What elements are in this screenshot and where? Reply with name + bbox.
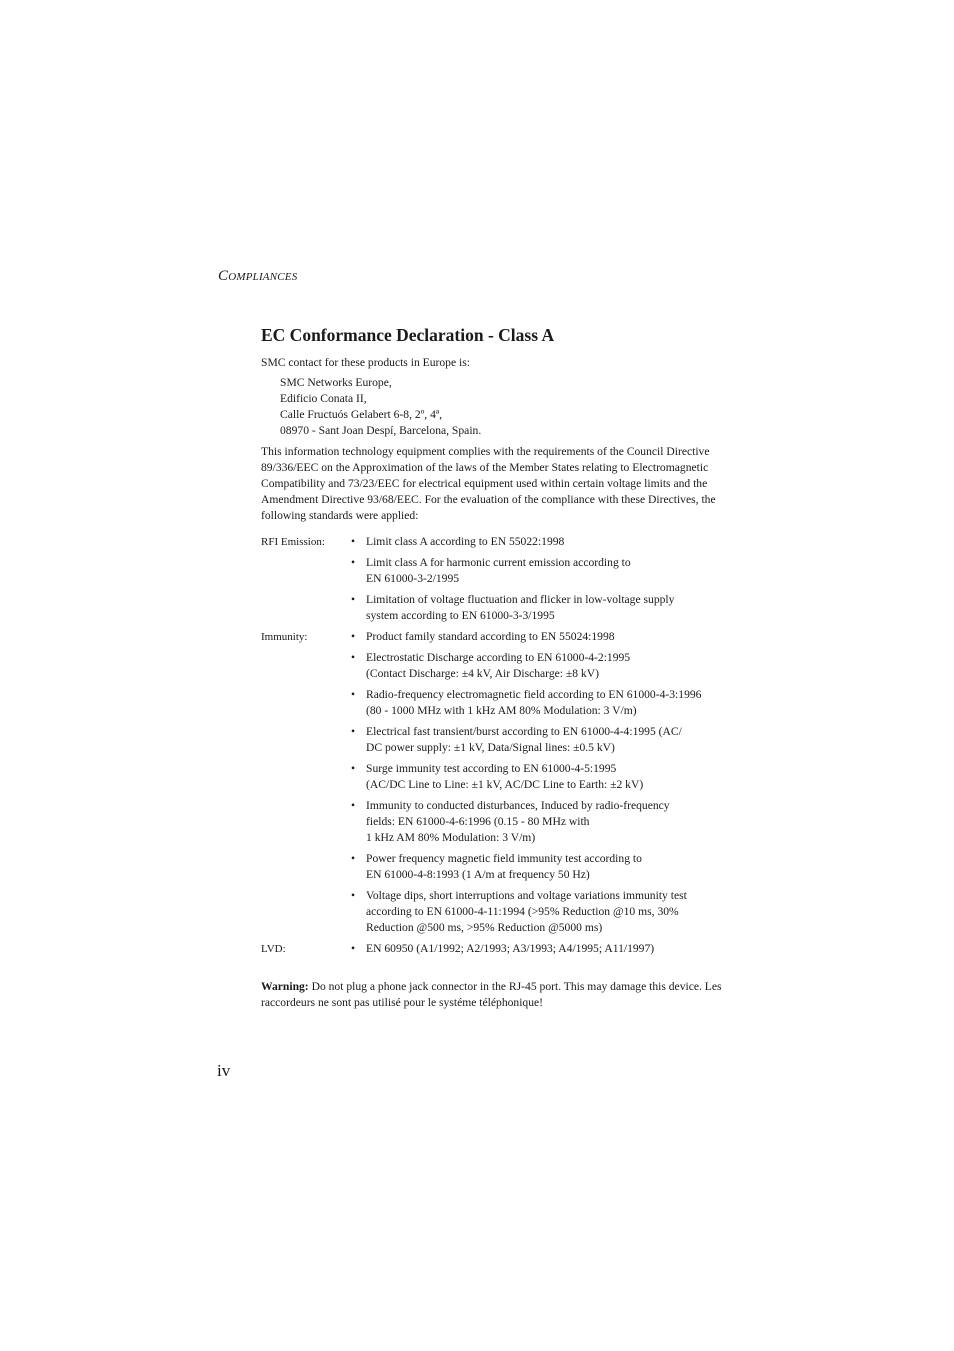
standard-item: [347, 687, 731, 719]
standards-group-label: RFI Emission:: [261, 536, 325, 548]
bullet-icon: •: [351, 688, 356, 701]
warning-text: Do not plug a phone jack connector in the RJ-45 port. This may damage this device. Les raccordeurs ne sont pas utilisé pour le systéme téléphonique!: [261, 980, 722, 1009]
bullet-icon: •: [351, 762, 356, 775]
standard-item-text: Radio-frequency electromagnetic field according to EN 61000-4-3:1996 (80 - 1000 MHz with 1 kHz AM 80% Modulation: 3 V/m): [366, 688, 702, 717]
standard-item: [347, 629, 731, 645]
standard-item-text: Product family standard according to EN 55024:1998: [366, 630, 615, 643]
standards-group-label: LVD:: [261, 943, 286, 955]
standards-list: [347, 534, 731, 629]
standard-item: [347, 888, 731, 936]
standard-item: [347, 650, 731, 682]
standard-item: [347, 555, 731, 587]
address-line: Edificio Conata II,: [280, 392, 367, 405]
bullet-icon: •: [351, 535, 356, 548]
standard-item: [347, 592, 731, 624]
standards-group: [261, 941, 731, 962]
warning-label: Warning:: [261, 980, 309, 993]
standards-table: [261, 534, 731, 962]
standard-item-text: EN 60950 (A1/1992; A2/1993; A3/1993; A4/1995; A11/1997): [366, 942, 655, 955]
address-line: 08970 - Sant Joan Despí, Barcelona, Spain.: [280, 424, 482, 437]
bullet-icon: •: [351, 725, 356, 738]
bullet-icon: •: [351, 852, 356, 865]
bullet-icon: •: [351, 630, 356, 643]
standard-item-text: Electrical fast transient/burst according to EN 61000-4-4:1995 (AC/ DC power supply: ±1 kV, Data/Signal lines: ±0.5 kV): [366, 725, 682, 754]
standard-item-text: Limit class A according to EN 55022:1998: [366, 535, 565, 548]
section-title: EC Conformance Declaration - Class A: [261, 325, 555, 345]
standards-list: [347, 629, 731, 941]
standard-item-text: Surge immunity test according to EN 61000-4-5:1995 (AC/DC Line to Line: ±1 kV, AC/DC Line to Earth: ±2 kV): [366, 762, 644, 791]
bullet-icon: •: [351, 593, 356, 606]
standard-item: [347, 534, 731, 550]
standard-item-text: Voltage dips, short interruptions and voltage variations immunity test according to EN 61000-4-11:1994 (>95% Reduction @10 ms, 30% Reduction @500 ms, >95% Reduction @5000 ms): [366, 889, 687, 934]
bullet-icon: •: [351, 556, 356, 569]
address-line: SMC Networks Europe,: [280, 376, 392, 389]
page-content: [261, 324, 731, 1023]
standard-item: [347, 761, 731, 793]
bullet-icon: •: [351, 942, 356, 955]
running-header: Compliances: [218, 268, 298, 284]
standard-item: [347, 798, 731, 846]
standard-item-text: Limitation of voltage fluctuation and flicker in low-voltage supply system according to EN 61000-3-3/1995: [366, 593, 675, 622]
standard-item-text: Limit class A for harmonic current emission according to EN 61000-3-2/1995: [366, 556, 631, 585]
bullet-icon: •: [351, 889, 356, 902]
standard-item: [347, 724, 731, 756]
standard-item: [347, 941, 731, 957]
contact-intro: SMC contact for these products in Europe is:: [261, 356, 470, 369]
standard-item-text: Electrostatic Discharge according to EN 61000-4-2:1995 (Contact Discharge: ±4 kV, Air Discharge: ±8 kV): [366, 651, 631, 680]
warning-paragraph: [261, 979, 723, 1011]
standards-group: [261, 629, 731, 941]
page-number: iv: [217, 1061, 231, 1080]
standards-group-label: Immunity:: [261, 631, 308, 643]
compliance-paragraph: This information technology equipment complies with the requirements of the Council Directive 89/336/EEC on the Approximation of the laws of the Member States relating to Electromagnetic Compatibility and 73/23/EEC for electrical equipment used within certain voltage limits and the Amendment Directive 93/68/EEC. For the evaluation of the compliance with these Directives, the following standards were applied:: [261, 445, 716, 522]
bullet-icon: •: [351, 799, 356, 812]
standard-item: [347, 851, 731, 883]
standard-item-text: Immunity to conducted disturbances, Induced by radio-frequency fields: EN 61000-4-6:1996 (0.15 - 80 MHz with 1 kHz AM 80% Modulation: 3 V/m): [366, 799, 670, 844]
standards-group: [261, 534, 731, 629]
address-line: Calle Fructuós Gelabert 6-8, 2º, 4ª,: [280, 408, 442, 421]
bullet-icon: •: [351, 651, 356, 664]
standard-item-text: Power frequency magnetic field immunity test according to EN 61000-4-8:1993 (1 A/m at frequency 50 Hz): [366, 852, 642, 881]
contact-address: [280, 375, 731, 439]
standards-list: [347, 941, 731, 962]
